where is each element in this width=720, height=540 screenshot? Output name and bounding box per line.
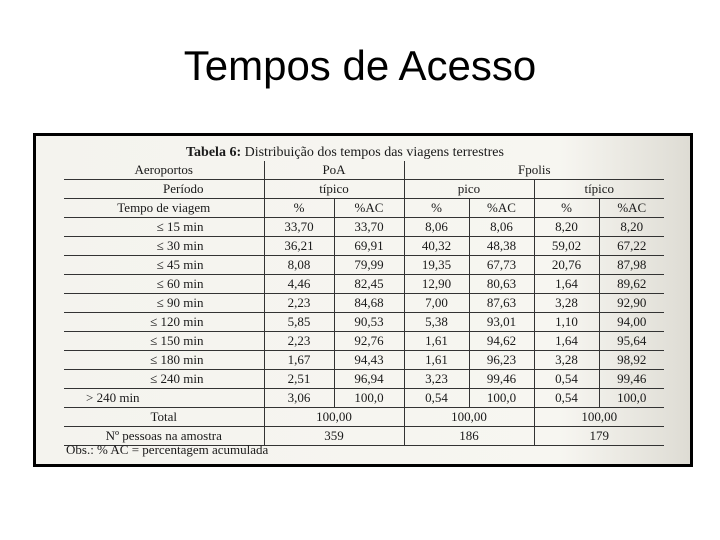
row-label: > 240 min xyxy=(64,389,264,408)
table-row xyxy=(64,294,664,313)
table-caption-text: Distribuição dos tempos das viagens terrestres xyxy=(241,145,504,160)
row-label: ≤ 15 min xyxy=(64,218,264,237)
sample-size-fpolis-tipico: 179 xyxy=(534,427,664,446)
table-cell: 96,94 xyxy=(334,370,404,389)
table-cell: 1,67 xyxy=(264,351,334,370)
table-cell: 98,92 xyxy=(599,351,664,370)
table-cell: 67,22 xyxy=(599,237,664,256)
header-airport-poa: PoA xyxy=(264,161,404,180)
table-cell: 94,62 xyxy=(469,332,534,351)
table-footnote: Obs.: % AC = percentagem acumulada xyxy=(66,442,269,457)
col-header-ac: %AC xyxy=(469,199,534,218)
table-cell: 59,02 xyxy=(534,237,599,256)
total-fpolis-tipico: 100,00 xyxy=(534,408,664,427)
table-cell: 3,28 xyxy=(534,351,599,370)
table-cell: 89,62 xyxy=(599,275,664,294)
table-cell: 0,54 xyxy=(534,389,599,408)
table-cell: 1,64 xyxy=(534,275,599,294)
header-row-columns xyxy=(64,199,664,218)
row-label: ≤ 45 min xyxy=(64,256,264,275)
table-row xyxy=(64,389,664,408)
scanned-page xyxy=(36,136,690,464)
table-cell: 67,73 xyxy=(469,256,534,275)
table-cell: 87,98 xyxy=(599,256,664,275)
table-cell: 4,46 xyxy=(264,275,334,294)
table-cell: 1,61 xyxy=(404,351,469,370)
table-cell: 48,38 xyxy=(469,237,534,256)
row-label: ≤ 90 min xyxy=(64,294,264,313)
table-cell: 8,08 xyxy=(264,256,334,275)
table-row xyxy=(64,237,664,256)
table-cell: 100,0 xyxy=(599,389,664,408)
table-row xyxy=(64,370,664,389)
table-cell: 79,99 xyxy=(334,256,404,275)
table-cell: 3,23 xyxy=(404,370,469,389)
header-airports-label: Aeroportos xyxy=(64,161,264,180)
total-row xyxy=(64,408,664,427)
table-cell: 3,28 xyxy=(534,294,599,313)
table-cell: 100,0 xyxy=(469,389,534,408)
col-header-pct: % xyxy=(534,199,599,218)
table-cell: 8,06 xyxy=(469,218,534,237)
table-row xyxy=(64,275,664,294)
header-row-airports xyxy=(64,161,664,180)
table-cell: 7,00 xyxy=(404,294,469,313)
table-cell: 99,46 xyxy=(469,370,534,389)
total-fpolis-pico: 100,00 xyxy=(404,408,534,427)
header-period-label: Período xyxy=(64,180,264,199)
sample-size-fpolis-pico: 186 xyxy=(404,427,534,446)
table-cell: 33,70 xyxy=(334,218,404,237)
table-cell: 19,35 xyxy=(404,256,469,275)
table-cell: 1,10 xyxy=(534,313,599,332)
row-label: ≤ 240 min xyxy=(64,370,264,389)
table-cell: 90,53 xyxy=(334,313,404,332)
slide-title: Tempos de Acesso xyxy=(183,42,537,89)
table-cell: 1,64 xyxy=(534,332,599,351)
header-period-pico: pico xyxy=(404,180,534,199)
table-caption-number: Tabela 6: xyxy=(186,145,242,160)
table-cell: 20,76 xyxy=(534,256,599,275)
table-cell: 80,63 xyxy=(469,275,534,294)
table-cell: 94,43 xyxy=(334,351,404,370)
table-cell: 1,61 xyxy=(404,332,469,351)
table-cell: 2,51 xyxy=(264,370,334,389)
table-caption xyxy=(186,145,504,161)
table-cell: 8,06 xyxy=(404,218,469,237)
table-cell: 87,63 xyxy=(469,294,534,313)
table-cell: 92,90 xyxy=(599,294,664,313)
table-cell: 12,90 xyxy=(404,275,469,294)
header-airport-fpolis: Fpolis xyxy=(404,161,664,180)
col-header-pct: % xyxy=(264,199,334,218)
table-cell: 100,0 xyxy=(334,389,404,408)
table-cell: 33,70 xyxy=(264,218,334,237)
table-cell: 92,76 xyxy=(334,332,404,351)
row-label: ≤ 150 min xyxy=(64,332,264,351)
col-header-ac: %AC xyxy=(334,199,404,218)
table-cell: 95,64 xyxy=(599,332,664,351)
row-label: ≤ 30 min xyxy=(64,237,264,256)
table-cell: 8,20 xyxy=(534,218,599,237)
table-cell: 2,23 xyxy=(264,332,334,351)
table-cell: 94,00 xyxy=(599,313,664,332)
table-row xyxy=(64,313,664,332)
distribution-table xyxy=(64,161,664,446)
table-cell: 82,45 xyxy=(334,275,404,294)
table-cell: 2,23 xyxy=(264,294,334,313)
total-poa: 100,00 xyxy=(264,408,404,427)
table-cell: 3,06 xyxy=(264,389,334,408)
sample-size-poa: 359 xyxy=(264,427,404,446)
sample-size-label: Nº pessoas na amostra xyxy=(64,427,264,446)
row-label: ≤ 60 min xyxy=(64,275,264,294)
table-row xyxy=(64,332,664,351)
table-cell: 36,21 xyxy=(264,237,334,256)
header-row-period xyxy=(64,180,664,199)
table-cell: 0,54 xyxy=(404,389,469,408)
table-cell: 93,01 xyxy=(469,313,534,332)
col-header-pct: % xyxy=(404,199,469,218)
table-row xyxy=(64,256,664,275)
table-row xyxy=(64,351,664,370)
row-label: ≤ 180 min xyxy=(64,351,264,370)
table-cell: 40,32 xyxy=(404,237,469,256)
row-label: ≤ 120 min xyxy=(64,313,264,332)
header-period-poa: típico xyxy=(264,180,404,199)
header-time-label: Tempo de viagem xyxy=(64,199,264,218)
scanned-table-image xyxy=(33,133,693,467)
table-cell: 99,46 xyxy=(599,370,664,389)
table-cell: 96,23 xyxy=(469,351,534,370)
table-cell: 0,54 xyxy=(534,370,599,389)
table-cell: 84,68 xyxy=(334,294,404,313)
table-cell: 8,20 xyxy=(599,218,664,237)
table-row xyxy=(64,218,664,237)
total-label: Total xyxy=(64,408,264,427)
table-cell: 69,91 xyxy=(334,237,404,256)
table-cell: 5,85 xyxy=(264,313,334,332)
header-period-tipico: típico xyxy=(534,180,664,199)
table-cell: 5,38 xyxy=(404,313,469,332)
col-header-ac: %AC xyxy=(599,199,664,218)
